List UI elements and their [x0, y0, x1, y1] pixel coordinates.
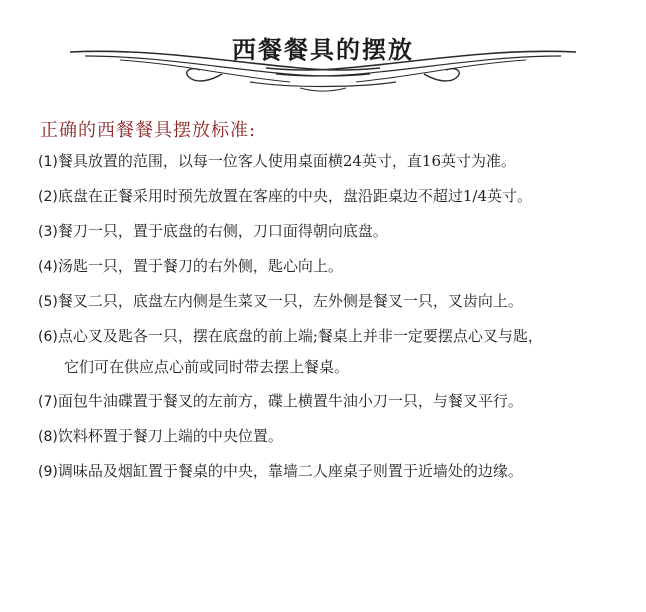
- rule-text: 点心叉及匙各一只，摆在底盘的前上端;餐桌上并非一定要摆点心叉与匙，: [57, 327, 543, 345]
- rule-item-1: [38, 150, 638, 173]
- rule-text: 汤匙一只，置于餐刀的右外侧，匙心向上。: [57, 257, 343, 275]
- rule-item-4: [38, 255, 638, 278]
- rule-text: 餐刀一只，置于底盘的右侧，刀口面得朝向底盘。: [57, 222, 388, 240]
- rule-list: [38, 150, 638, 495]
- rule-text: 饮料杯置于餐刀上端的中央位置。: [57, 427, 283, 445]
- rule-item-6: [38, 325, 638, 378]
- rule-number: (9): [38, 464, 58, 480]
- rule-text: 调味品及烟缸置于餐桌的中央，靠墙二人座桌子则置于近墙处的边缘。: [57, 462, 523, 480]
- rule-number: (3): [38, 224, 58, 240]
- rule-number: (4): [38, 259, 58, 275]
- rule-text: 面包牛油碟置于餐叉的左前方，碟上横置牛油小刀一只，与餐叉平行。: [57, 392, 523, 410]
- rule-number: (7): [38, 394, 58, 410]
- rule-text: 餐叉二只，底盘左内侧是生菜叉一只，左外侧是餐叉一只，叉齿向上。: [57, 292, 523, 310]
- rule-number: (6): [38, 329, 58, 345]
- rule-item-7: [38, 390, 638, 413]
- rule-item-2: [38, 185, 638, 208]
- rule-text: 餐具放置的范围，以每一位客人使用桌面横24英寸，直16英寸为准。: [57, 152, 517, 170]
- title-banner: [0, 0, 646, 100]
- rule-number: (1): [38, 154, 58, 170]
- rule-item-3: [38, 220, 638, 243]
- rule-text: 底盘在正餐采用时预先放置在客座的中央，盘沿距桌边不超过1/4英寸。: [57, 187, 532, 205]
- rule-item-9: [38, 460, 638, 483]
- rule-number: (8): [38, 429, 58, 445]
- rule-item-5: [38, 290, 638, 313]
- section-heading: 正确的西餐餐具摆放标准:: [40, 120, 257, 141]
- rule-number: (5): [38, 294, 58, 310]
- rule-text-continued: 它们可在供应点心前或同时带去摆上餐桌。: [64, 358, 350, 376]
- rule-number: (2): [38, 189, 58, 205]
- page-title: 西餐餐具的摆放: [232, 35, 414, 64]
- rule-item-8: [38, 425, 638, 448]
